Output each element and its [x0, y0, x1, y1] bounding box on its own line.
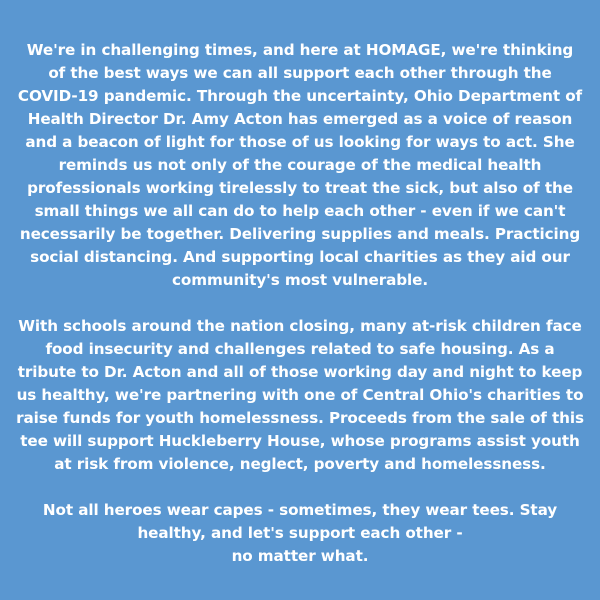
text-line: food insecurity and challenges related to safe housing. As a [45, 340, 555, 358]
text-line: raise funds for youth homelessness. Proceeds from the sale of this [16, 409, 584, 427]
text-line: and a beacon of light for those of us looking for ways to act. She [25, 133, 575, 151]
text-line: necessarily be together. Delivering supplies and meals. Practicing [19, 225, 581, 243]
text-line: community's most vulnerable. [171, 271, 429, 289]
text-line: of the best ways we can all support each other through the [48, 64, 552, 82]
text-line: tribute to Dr. Acton and all of those working day and night to keep [17, 363, 583, 381]
paragraph-closing [16, 499, 584, 568]
text-line: healthy, and let's support each other - [137, 524, 463, 542]
message-text-block [16, 39, 584, 568]
text-line: at risk from violence, neglect, poverty and homelessness. [54, 455, 546, 473]
paragraph-intro [16, 39, 584, 292]
text-line: reminds us not only of the courage of the medical health [58, 156, 542, 174]
text-line: professionals working tirelessly to treat the sick, but also of the [27, 179, 573, 197]
text-line: tee will support Huckleberry House, whose programs assist youth [20, 432, 580, 450]
text-line: Not all heroes wear capes - sometimes, they wear tees. Stay [42, 501, 558, 519]
paragraph-spacer [16, 476, 584, 499]
paragraph-fundraiser [16, 315, 584, 476]
paragraph-spacer [16, 292, 584, 315]
text-line: Health Director Dr. Amy Acton has emerged as a voice of reason [27, 110, 573, 128]
text-line: no matter what. [231, 547, 369, 565]
text-line: COVID-19 pandemic. Through the uncertainty, Ohio Department of [17, 87, 583, 105]
text-line: small things we all can do to help each other - even if we can't [34, 202, 566, 220]
text-line: us healthy, we're partnering with one of Central Ohio's charities to [16, 386, 584, 404]
text-line: social distancing. And supporting local charities as they aid our [30, 248, 570, 266]
text-line: We're in challenging times, and here at HOMAGE, we're thinking [26, 41, 574, 59]
text-line: With schools around the nation closing, many at-risk children face [18, 317, 582, 335]
